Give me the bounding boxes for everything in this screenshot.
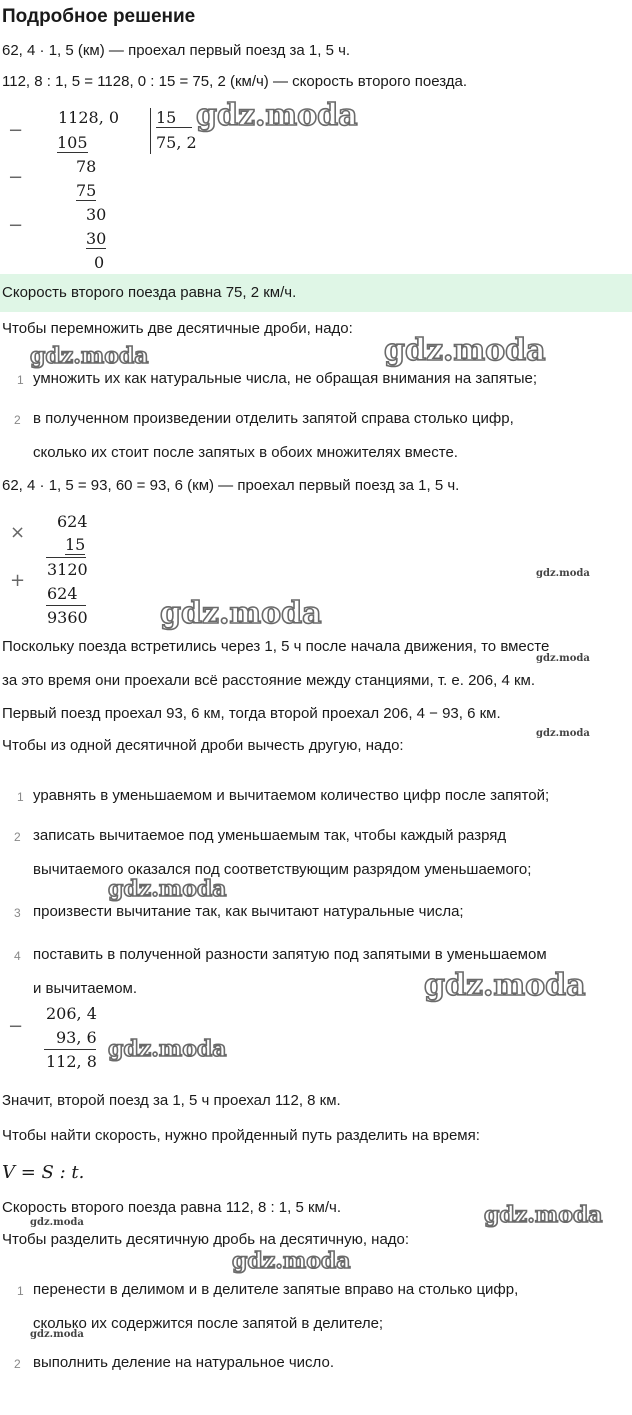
paragraph: Поскольку поезда встретились через 1, 5 ч после начала движения, то вместе (2, 638, 550, 655)
rule-intro: Чтобы разделить десятичную дробь на десятичную, надо: (2, 1231, 410, 1248)
minus-sign: − (8, 120, 24, 141)
text-line: 112, 8 : 1, 5 = 1128, 0 : 15 = 75, 2 (км/ч) — скорость второго поезда. (2, 73, 468, 90)
product: 9360 (47, 608, 88, 627)
answer-text: Скорость второго поезда равна 75, 2 км/ч. (2, 284, 297, 301)
watermark: gdz.moda (30, 1217, 84, 1228)
division-bar (150, 108, 151, 154)
division-step: 78 (76, 157, 97, 176)
watermark: gdz.moda (30, 343, 149, 369)
page-title: Подробное решение (2, 6, 196, 27)
times-sign: × (10, 522, 26, 543)
list-item: выполнить деление на натуральное число. (33, 1354, 334, 1371)
dividend: 1128, 0 (58, 108, 120, 127)
subtrahend: 93, 6 (56, 1028, 97, 1047)
text-line: 62, 4 · 1, 5 = 93, 60 = 93, 6 (км) — проехал первый поезд за 1, 5 ч. (2, 477, 460, 494)
division-step: 30 (86, 205, 107, 224)
rule-intro: Чтобы перемножить две десятичные дроби, надо: (2, 320, 353, 337)
list-number: 1 (17, 1284, 24, 1298)
formula: V = S : t. (2, 1162, 85, 1183)
paragraph: Значит, второй поезд за 1, 5 ч проехал 112, 8 км. (2, 1092, 341, 1109)
watermark: gdz.moda (384, 333, 546, 368)
watermark: gdz.moda (108, 876, 227, 902)
minus-sign: − (8, 1016, 24, 1037)
division-step: 0 (94, 253, 105, 272)
watermark: gdz.moda (160, 596, 322, 631)
divisor: 15 (156, 108, 192, 128)
list-number: 1 (17, 373, 24, 387)
paragraph: Скорость второго поезда равна 112, 8 : 1, 5 км/ч. (2, 1199, 342, 1216)
list-item: в полученном произведении отделить запятой справа столько цифр, (33, 410, 514, 427)
list-item: умножить их как натуральные числа, не обращая внимания на запятые; (33, 370, 538, 387)
list-item: и вычитаемом. (33, 980, 138, 997)
watermark: gdz.moda (536, 728, 590, 739)
minus-sign: − (8, 215, 24, 236)
watermark: gdz.moda (232, 1248, 351, 1274)
list-item: сколько их содержится после запятой в делителе; (33, 1315, 384, 1332)
watermark: gdz.moda (536, 653, 590, 664)
underline (46, 557, 86, 558)
underline (44, 1049, 96, 1050)
list-item: вычитаемого оказался под соответствующим разрядом уменьшаемого; (33, 861, 532, 878)
minuend: 206, 4 (46, 1004, 97, 1023)
list-number: 2 (14, 830, 21, 844)
list-item: перенести в делимом и в делителе запятые вправо на столько цифр, (33, 1281, 519, 1298)
partial-product: 624 (47, 584, 78, 603)
watermark: gdz.moda (484, 1202, 603, 1228)
paragraph: за это время они проехали всё расстояние между станциями, т. е. 206, 4 км. (2, 672, 535, 689)
watermark: gdz.moda (196, 98, 358, 133)
watermark: gdz.moda (30, 1329, 84, 1340)
watermark: gdz.moda (536, 568, 590, 579)
list-item: произвести вычитание так, как вычитают натуральные числа; (33, 903, 464, 920)
watermark: gdz.moda (424, 968, 586, 1003)
plus-sign: + (10, 570, 26, 591)
factor: 624 (57, 512, 88, 531)
list-number: 1 (17, 790, 24, 804)
list-number: 2 (14, 1357, 21, 1371)
factor: 15 (65, 535, 86, 554)
partial-product: 3120 (47, 560, 88, 579)
underline (46, 605, 86, 606)
list-number: 4 (14, 949, 21, 963)
difference: 112, 8 (46, 1052, 97, 1071)
rule-intro: Чтобы из одной десятичной дроби вычесть другую, надо: (2, 737, 404, 754)
list-item: уравнять в уменьшаемом и вычитаемом количество цифр после запятой; (33, 787, 550, 804)
list-item: поставить в полученной разности запятую под запятыми в уменьшаемом (33, 946, 547, 963)
minus-sign: − (8, 167, 24, 188)
division-step: 30 (86, 229, 107, 248)
paragraph: Чтобы найти скорость, нужно пройденный путь разделить на время: (2, 1127, 480, 1144)
list-item: сколько их стоит после запятых в обоих множителях вместе. (33, 444, 458, 461)
list-item: записать вычитаемое под уменьшаемым так, чтобы каждый разряд (33, 827, 507, 844)
paragraph: Первый поезд проехал 93, 6 км, тогда второй проехал 206, 4 − 93, 6 км. (2, 705, 501, 722)
text-line: 62, 4 · 1, 5 (км) — проехал первый поезд за 1, 5 ч. (2, 42, 351, 59)
list-number: 2 (14, 413, 21, 427)
division-step: 75 (76, 181, 97, 200)
watermark: gdz.moda (108, 1036, 227, 1062)
division-step: 105 (57, 133, 88, 152)
list-number: 3 (14, 906, 21, 920)
quotient: 75, 2 (156, 133, 197, 152)
